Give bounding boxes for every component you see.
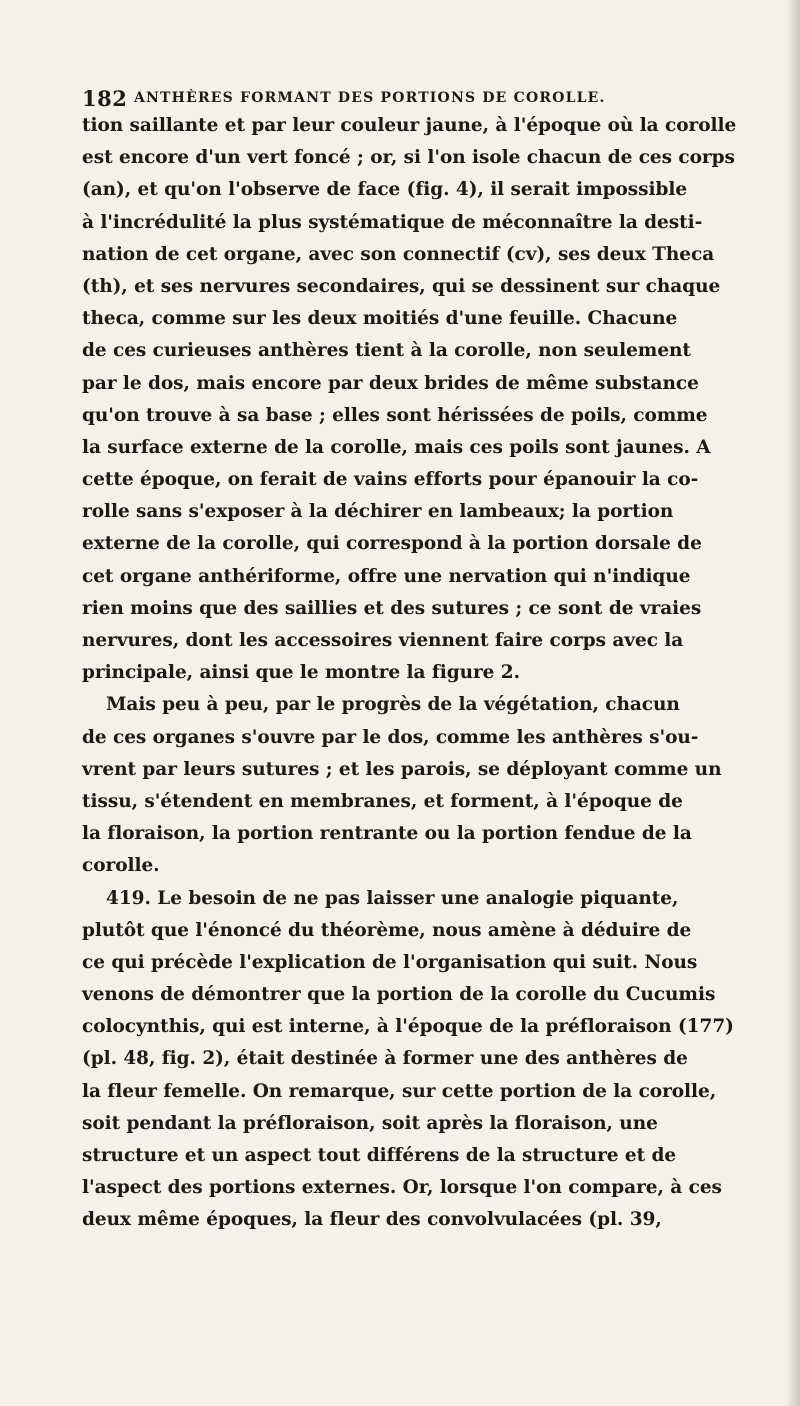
text-line: la floraison, la portion rentrante ou la portion fendue de la — [82, 823, 692, 845]
text-line: plutôt que l'énoncé du théorème, nous amène à déduire de — [82, 919, 692, 941]
text-line: de ces curieuses anthères tient à la corolle, non seulement — [82, 340, 691, 362]
text-line: rolle sans s'exposer à la déchirer en lambeaux; la portion — [82, 501, 674, 523]
text-line: nervures, dont les accessoires viennent faire corps avec la — [82, 630, 684, 651]
text-line: 419. Le besoin de ne pas laisser une analogie piquante, — [106, 887, 679, 909]
text-line: colocynthis, qui est interne, à l'époque de la préfloraison (177) — [82, 1016, 734, 1038]
text-line: la surface externe de la corolle, mais ces poils sont jaunes. A — [82, 436, 711, 458]
text-line: nation de cet organe, avec son connectif (cv), ses deux Theca — [82, 243, 715, 265]
text-line: l'aspect des portions externes. Or, lorsque l'on compare, à ces — [82, 1177, 722, 1199]
body-text — [82, 110, 744, 1237]
text-line: ce qui précède l'explication de l'organisation qui suit. Nous — [82, 951, 698, 973]
text-line: soit pendant la préfloraison, soit après la floraison, une — [82, 1112, 658, 1134]
text-line: vrent par leurs sutures ; et les parois, se déployant comme un — [82, 758, 722, 780]
text-line: deux même époques, la fleur des convolvulacées (pl. 39, — [82, 1209, 662, 1231]
text-line: venons de démontrer que la portion de la corolle du Cucumis — [82, 984, 716, 1006]
text-line: la fleur femelle. On remarque, sur cette portion de la corolle, — [82, 1080, 717, 1102]
text-line: externe de la corolle, qui correspond à la portion dorsale de — [82, 533, 702, 555]
text-line: cette époque, on ferait de vains efforts pour épanouir la co- — [82, 469, 699, 491]
text-line: Mais peu à peu, par le progrès de la végétation, chacun — [106, 694, 680, 716]
text-line: cet organe anthériforme, offre une nervation qui n'indique — [82, 565, 691, 587]
text-line: theca, comme sur les deux moitiés d'une feuille. Chacune — [82, 308, 678, 330]
text-line: rien moins que des saillies et des sutures ; ce sont de vraies — [82, 597, 702, 619]
text-line: par le dos, mais encore par deux brides de même substance — [82, 372, 699, 394]
text-line: corolle. — [82, 855, 160, 877]
text-line: (pl. 48, fig. 2), était destinée à former une des anthères de — [82, 1048, 688, 1070]
page-edge-shadow — [786, 0, 800, 1406]
running-head: ANTHÈRES FORMANT DES PORTIONS DE COROLLE. — [134, 90, 606, 106]
text-line: tion saillante et par leur couleur jaune, à l'époque où la corolle — [82, 115, 737, 136]
text-line: structure et un aspect tout différens de la structure et de — [82, 1145, 677, 1166]
text-line: (an), et qu'on l'observe de face (fig. 4), il serait impossible — [82, 179, 688, 201]
page-number: 182 — [82, 86, 128, 111]
text-line: principale, ainsi que le montre la figure 2. — [82, 662, 521, 684]
text-line: qu'on trouve à sa base ; elles sont hérissées de poils, comme — [82, 404, 708, 426]
text-line: tissu, s'étendent en membranes, et forment, à l'époque de — [82, 790, 683, 812]
text-line: à l'incrédulité la plus systématique de méconnaître la desti- — [82, 211, 703, 233]
text-line: est encore d'un vert foncé ; or, si l'on isole chacun de ces corps — [82, 147, 735, 169]
text-line: (th), et ses nervures secondaires, qui se dessinent sur chaque — [82, 275, 721, 297]
text-line: de ces organes s'ouvre par le dos, comme les anthères s'ou- — [82, 726, 699, 748]
